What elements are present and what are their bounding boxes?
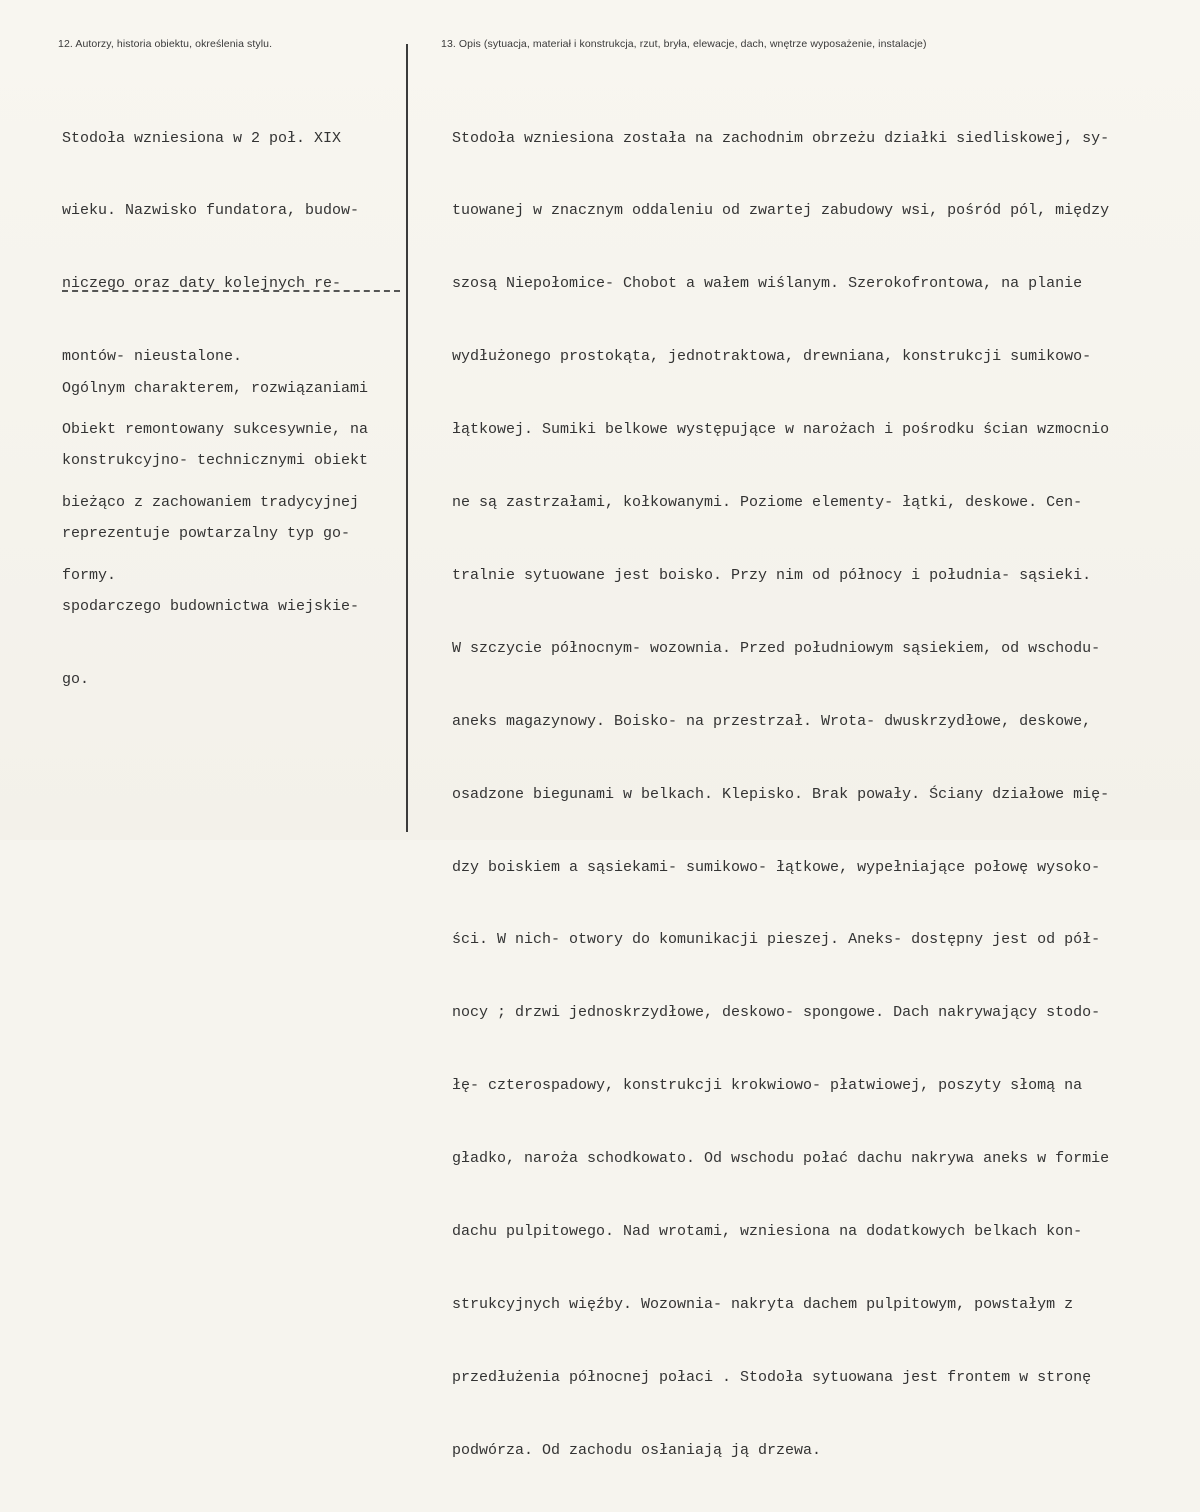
text-line: Obiekt remontowany sukcesywnie, na: [62, 421, 369, 439]
description-text: [452, 78, 1109, 1512]
dashed-separator: [62, 290, 400, 292]
text-line: formy.: [62, 566, 117, 584]
text-line: bieżąco z zachowaniem tradycyjnej: [62, 494, 360, 512]
text-line: łę- czterospadowy, konstrukcji krokwiowo- płatwiowej, poszyty słomą na: [452, 1077, 1083, 1095]
text-line: Stodoła wzniesiona w 2 poł. XIX: [62, 129, 342, 147]
text-line: przedłużenia północnej połaci . Stodoła sytuowana jest frontem w stronę: [452, 1368, 1092, 1386]
text-line: Stodoła wzniesiona została na zachodnim obrzeżu działki siedliskowej, sy-: [452, 129, 1110, 147]
text-line: łątkowej. Sumiki belkowe występujące w narożach i pośrodku ścian wzmocnio: [452, 421, 1110, 439]
text-line: konstrukcyjno- technicznymi obiekt: [62, 452, 369, 470]
text-line: podwórza. Od zachodu osłaniają ją drzewa.: [452, 1441, 822, 1459]
section-12-header: 12. Autorzy, historia obiektu, określenia stylu.: [58, 38, 273, 50]
text-line: Ogólnym charakterem, rozwiązaniami: [62, 379, 369, 397]
text-line: gładko, naroża schodkowato. Od wschodu połać dachu nakrywa aneks w formie: [452, 1150, 1110, 1168]
style-text: [62, 328, 368, 741]
text-line: osadzone biegunami w belkach. Klepisko. Brak powały. Ściany działowe mię-: [452, 785, 1110, 803]
text-line: tuowanej w znacznym oddaleniu od zwartej zabudowy wsi, pośród pól, między: [452, 202, 1110, 220]
text-line: ne są zastrzałami, kołkowanymi. Poziome elementy- łątki, deskowe. Cen-: [452, 494, 1083, 512]
text-line: szosą Niepołomice- Chobot a wałem wiślanym. Szerokofrontowa, na planie: [452, 275, 1083, 293]
text-line: dachu pulpitowego. Nad wrotami, wzniesiona na dodatkowych belkach kon-: [452, 1222, 1083, 1240]
text-line: montów- nieustalone.: [62, 348, 243, 366]
text-line: reprezentuje powtarzalny typ go-: [62, 525, 351, 543]
text-line: strukcyjnych więźby. Wozownia- nakryta dachem pulpitowym, powstałym z: [452, 1295, 1074, 1313]
text-line: aneks magazynowy. Boisko- na przestrzał. Wrota- dwuskrzydłowe, deskowe,: [452, 712, 1092, 730]
text-line: go.: [62, 671, 90, 689]
text-line: ści. W nich- otwory do komunikacji pieszej. Aneks- dostępny jest od pół-: [452, 931, 1101, 949]
text-line: dzy boiskiem a sąsiekami- sumikowo- łątkowe, wypełniające połowę wysoko-: [452, 858, 1101, 876]
text-line: spodarczego budownictwa wiejskie-: [62, 598, 360, 616]
column-divider: [406, 44, 408, 832]
text-line: niczego oraz daty kolejnych re-: [62, 275, 342, 293]
text-line: nocy ; drzwi jednoskrzydłowe, deskowo- spongowe. Dach nakrywający stodo-: [452, 1004, 1101, 1022]
text-line: wydłużonego prostokąta, jednotraktowa, drewniana, konstrukcji sumikowo-: [452, 348, 1092, 366]
text-line: W szczycie północnym- wozownia. Przed południowym sąsiekiem, od wschodu-: [452, 639, 1101, 657]
text-line: wieku. Nazwisko fundatora, budow-: [62, 202, 360, 220]
text-line: tralnie sytuowane jest boisko. Przy nim od północy i południa- sąsieki.: [452, 566, 1092, 584]
section-13-header: 13. Opis (sytuacja, materiał i konstrukcja, rzut, bryła, elewacje, dach, wnętrze wyposażenie, instalacje): [441, 38, 927, 50]
